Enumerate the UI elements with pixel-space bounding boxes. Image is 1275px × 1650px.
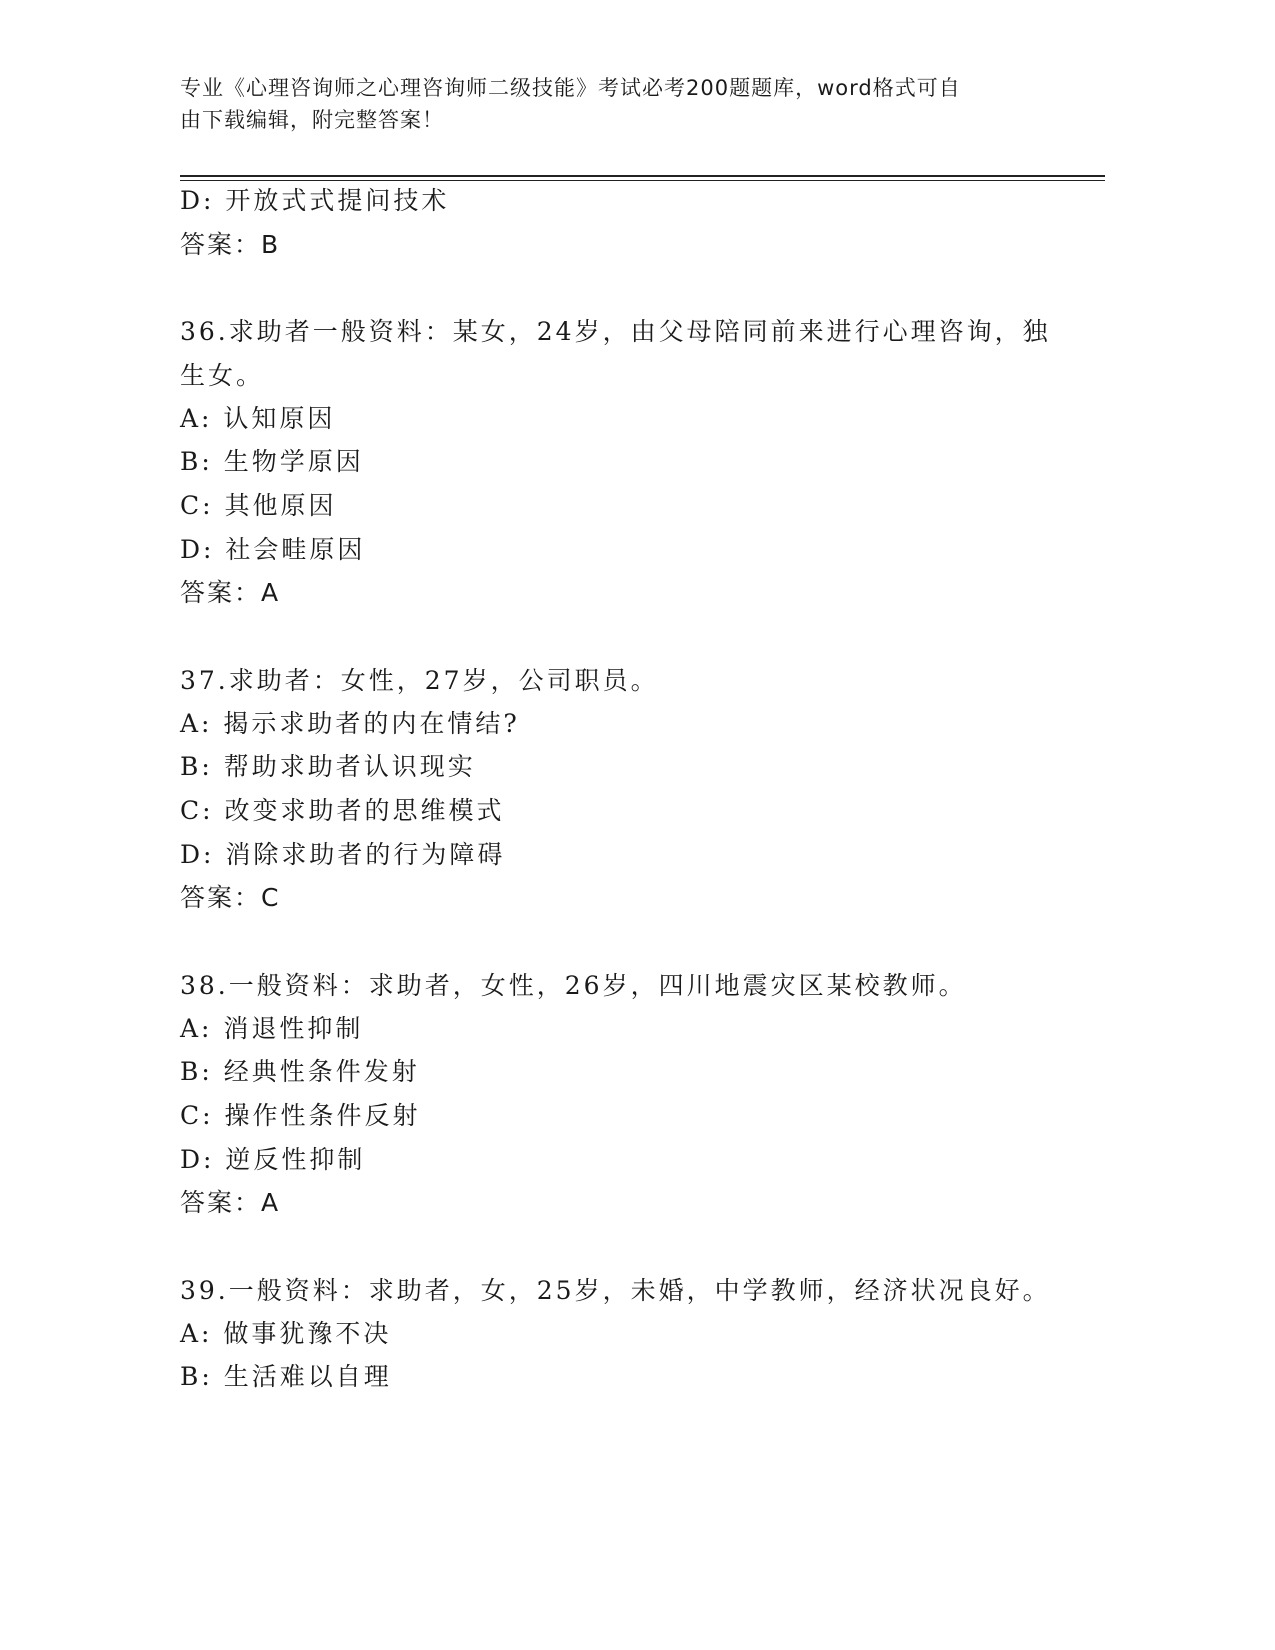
option-line: D: 社会畦原因 xyxy=(180,535,366,564)
option-line: D: 开放式式提问技术 xyxy=(180,186,450,215)
option-line: C: 操作性条件反射 xyxy=(180,1101,421,1130)
option-line: B: 生活难以自理 xyxy=(180,1362,392,1391)
header-line-1: 专业《心理咨询师之心理咨询师二级技能》考试必考200题题库，word格式可自 xyxy=(180,76,961,100)
option-line: B: 经典性条件发射 xyxy=(180,1057,420,1086)
question-text: 39.一般资料：求助者，女，25岁，未婚，中学教师，经济状况良好。 xyxy=(180,1276,1051,1305)
option-line: C: 其他原因 xyxy=(180,491,337,520)
question-text: 生女。 xyxy=(180,361,265,390)
answer-line: 答案：A xyxy=(180,1188,281,1217)
header-line-2: 由下载编辑，附完整答案！ xyxy=(180,108,444,132)
option-line: A: 认知原因 xyxy=(180,404,336,433)
answer-line: 答案：A xyxy=(180,578,281,607)
option-line: C: 改变求助者的思维模式 xyxy=(180,796,505,825)
question-text: 37.求助者：女性，27岁，公司职员。 xyxy=(180,666,659,695)
option-line: B: 帮助求助者认识现实 xyxy=(180,752,476,781)
answer-line: 答案：C xyxy=(180,883,281,912)
option-line: D: 逆反性抑制 xyxy=(180,1145,366,1174)
header-divider-thick xyxy=(180,175,1105,177)
question-text: 38.一般资料：求助者，女性，26岁，四川地震灾区某校教师。 xyxy=(180,971,967,1000)
option-line: A: 消退性抑制 xyxy=(180,1014,364,1043)
option-line: B: 生物学原因 xyxy=(180,447,364,476)
document-header xyxy=(180,72,1040,136)
header-divider-thin xyxy=(180,180,1105,181)
option-line: D: 消除求助者的行为障碍 xyxy=(180,840,506,869)
question-text: 36.求助者一般资料：某女，24岁，由父母陪同前来进行心理咨询，独 xyxy=(180,317,1051,346)
option-line: A: 揭示求助者的内在情结? xyxy=(180,709,520,738)
option-line: A: 做事犹豫不决 xyxy=(180,1319,392,1348)
answer-line: 答案：B xyxy=(180,230,281,259)
